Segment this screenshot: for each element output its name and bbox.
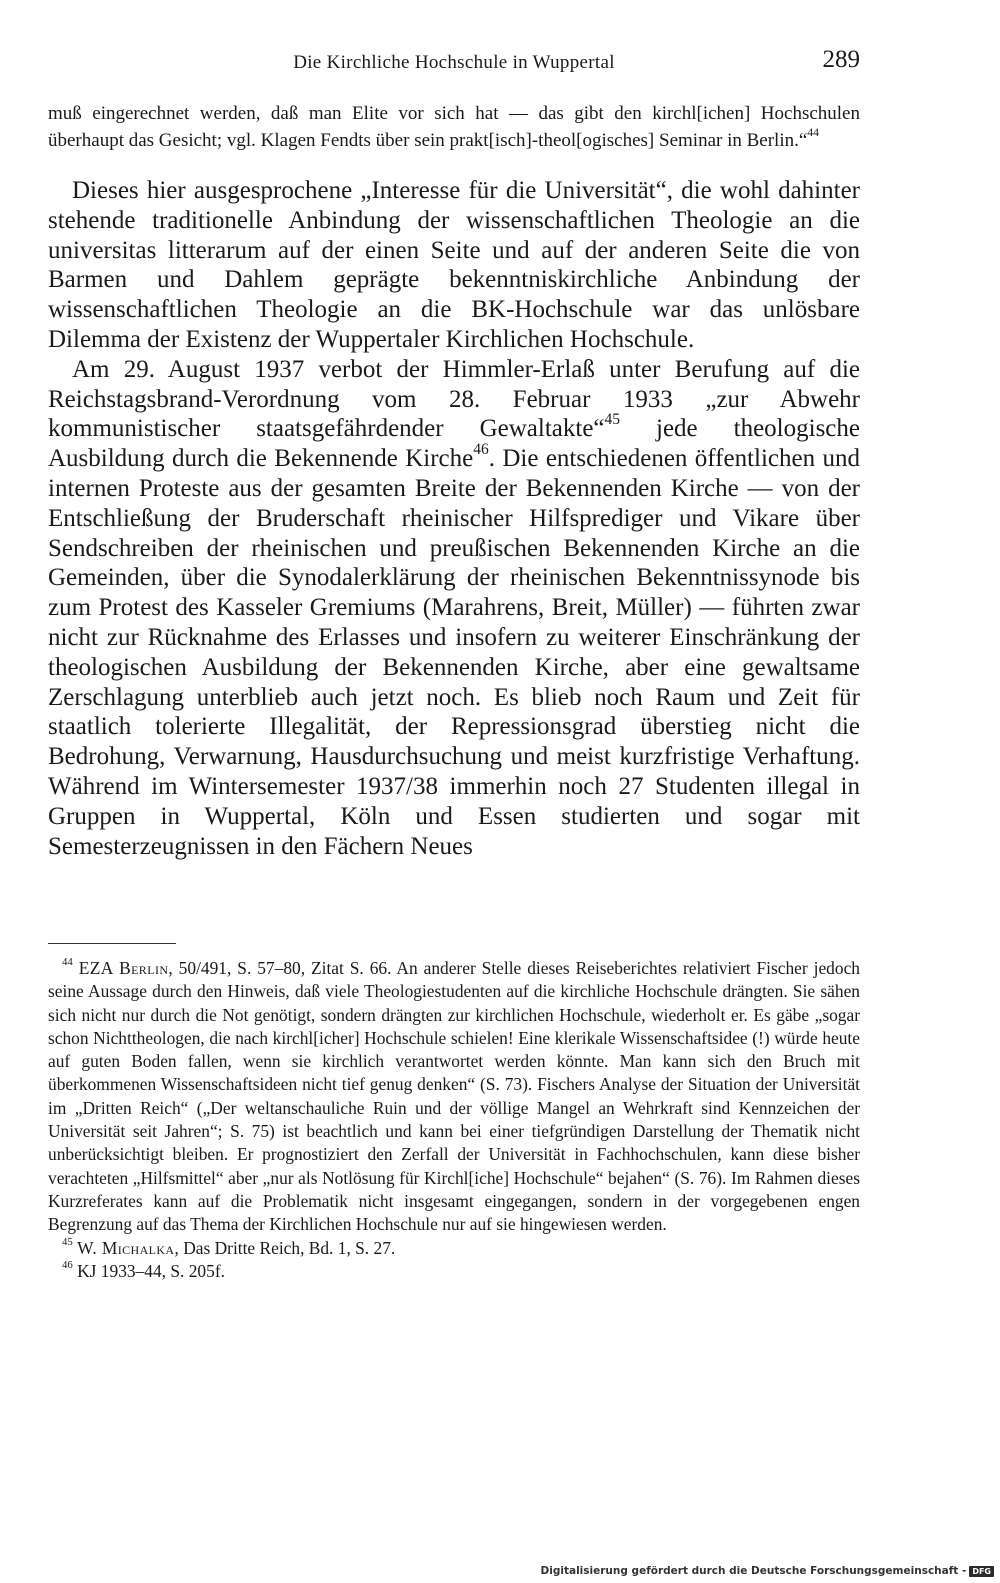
paragraph-1: Dieses hier ausgesprochene „Interesse für die Universität“, die wohl dahinter stehende traditionelle Anbindung der wissenschaftlichen Theologie an die universitas litterarum auf der einen Seite und auf der anderen Seite die von Barmen und Dahlem geprägte bekenntniskirchliche Anbindung der wissenschaftlichen Theologie an die BK-Hochschule war das unlösbare Dilemma der Existenz der Wuppertaler Kirchlichen Hochschule. <box>48 177 860 353</box>
footnote-source: EZA Berlin <box>78 958 169 978</box>
block-quote <box>48 100 860 154</box>
footnote-author: W. Michalka <box>77 1237 175 1258</box>
paragraph-2-part-b: jede theologische Ausbildung durch die Bekennende Kirche <box>48 415 860 473</box>
footnote-text: , 50/491, S. 57–80, Zitat S. 66. An anderer Stelle dieses Reiseberichtes relativiert Fischer jedoch seine Aussage durch den Hinweis, daß viele Theologiestudenten auf die kirchliche Hochschule drängten. Sie sähen sich nicht nur durch die Not genötigt, sondern drängten zur kirchlichen Hochschule, wiederholt er. Es gäbe „sogar schon Nichttheologen, die nach kirchl[icher] Hochschule schielen! Eine klerikale Wissenschaftsidee (!) würde heute auf guten Boden fallen, wenn sie kirchlich verantwortet werden könnte. Man kann sich den Bruch mit überkommenen Wissenschaftsideen nicht tief genug denken“ (S. 73). Fischers Analyse der Situation der Universität im „Dritten Reich“ („Der weltanschauliche Ruin und der völlige Mangel an Wehrkraft sind Kennzeichen der Universität seit Jahren“; S. 75) ist beachtlich und kann bei einer tiefgründigen Darstellung der Thematik nicht unberücksichtigt bleiben. Er prognostiziert den Zerfall der Universität in Fachhochschulen, kann diese bisher verachteten „Hilfsmittel“ aber „nur als Notlösung für Kirchl[iche] Hochschule“ bejahen“ (S. 76). Im Rahmen dieses Kurzreferates kann auf die Problematik nicht insgesamt eingegangen, sondern in der vorgegebenen engen Begrenzung auf das Thema der Kirchlichen Hochschule nur auf sie hingewiesen werden. <box>48 958 860 1235</box>
footnote-45 <box>48 1237 860 1260</box>
body-text <box>48 176 860 861</box>
dfg-logo: DFG <box>969 1566 994 1577</box>
running-title: Die Kirchliche Hochschule in Wuppertal <box>293 52 615 73</box>
footnote-ref-45: 45 <box>604 410 621 428</box>
footer-text: Digitalisierung gefördert durch die Deutsche Forschungsgemeinschaft - <box>540 1565 967 1577</box>
footnote-46 <box>48 1260 860 1283</box>
page-number: 289 <box>822 46 860 73</box>
paragraph-2-part-c: . Die entschiedenen öffentlichen und internen Proteste aus der gesamten Breite der Bekennenden Kirche — von der Entschließung der Bruderschaft rheinischer Hilfsprediger und Vikare über Sendschreiben der rheinischen und preußischen Bekennenden Kirche an die Gemeinden, über die Synodalerklärung der rheinischen Bekenntnissynode bis zum Protest des Kasseler Gremiums (Marahrens, Breit, Müller) — führten zwar nicht zur Rücknahme des Erlasses und insofern zu weiterer Einschränkung der theologischen Ausbildung der Bekennenden Kirche, aber eine gewaltsame Zerschlagung unterblieb auch jetzt noch. Es blieb noch Raum und Zeit für staatlich tolerierte Illegalität, der Repressionsgrad überstieg nicht die Bedrohung, Verwarnung, Hausdurchsuchung und meist kurzfristige Verhaftung. Während im Wintersemester 1937/38 immerhin noch 27 Studenten illegal in Gruppen in Wuppertal, Köln und Essen studierten und sogar mit Semesterzeugnissen in den Fächern Neues <box>48 445 860 860</box>
page-header <box>48 46 860 80</box>
main-text <box>48 100 860 861</box>
paragraph-2-part-a: Am 29. August 1937 verbot der Himmler-Erlaß unter Berufung auf die Reichstagsbrand-Verordnung vom 28. Februar 1933 „zur Abwehr kommunistischer staatsgefährdender Gewaltakte“ <box>48 355 860 443</box>
paragraph-2 <box>48 355 860 862</box>
footnote-ref-46: 46 <box>473 440 489 458</box>
footnote-number: 45 <box>62 1235 73 1248</box>
quote-text: muß eingerechnet werden, daß man Elite vor sich hat — das gibt den kirchl[ichen] Hochschulen überhaupt das Gesicht; vgl. Klagen Fendts über sein prakt[isch]-theol[ogisches] Seminar in Berlin.“ <box>48 103 860 151</box>
digitization-footer <box>541 1565 994 1577</box>
footnote-ref-44: 44 <box>807 126 820 140</box>
footnote-number: 46 <box>62 1258 73 1271</box>
footnote-text: KJ 1933–44, S. 205f. <box>77 1260 225 1281</box>
footnotes <box>48 957 860 1283</box>
footnote-text: , Das Dritte Reich, Bd. 1, S. 27. <box>174 1237 396 1258</box>
footnote-rule <box>48 943 176 944</box>
footnote-44 <box>48 957 860 1237</box>
footnote-number: 44 <box>62 956 73 969</box>
